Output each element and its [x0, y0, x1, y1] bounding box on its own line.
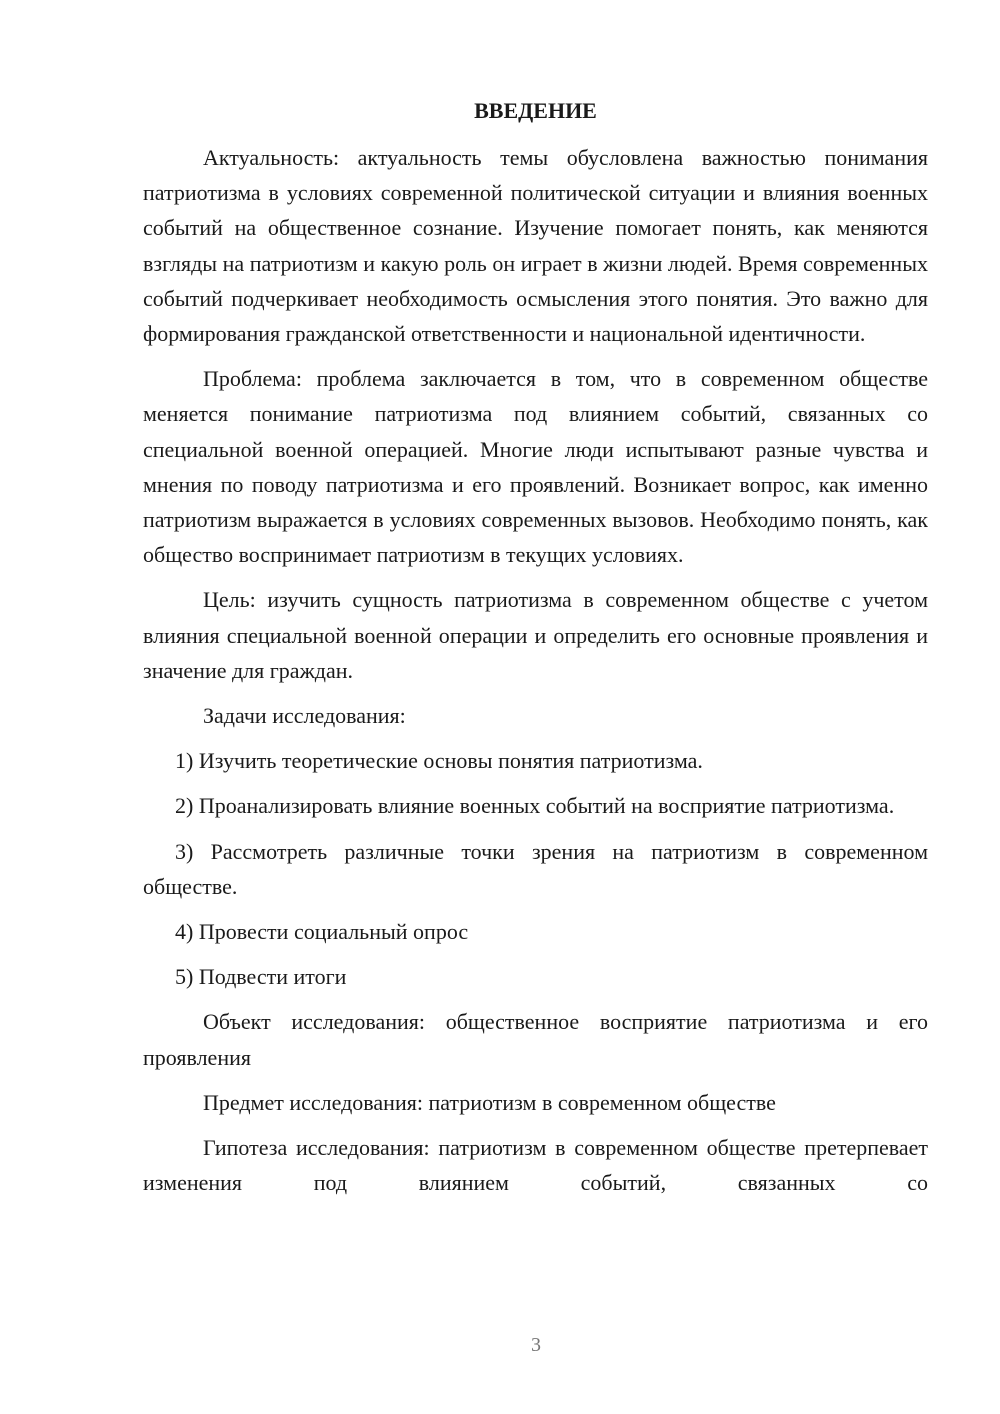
- section-title: ВВЕДЕНИЕ: [474, 98, 597, 123]
- subject-paragraph: Предмет исследования: патриотизм в современном обществе: [203, 1089, 776, 1115]
- tasks-heading: Задачи исследования:: [203, 703, 406, 729]
- task-item-5: 5) Подвести итоги: [175, 964, 347, 990]
- task-item-4: 4) Провести социальный опрос: [175, 919, 469, 945]
- page-number: 3: [531, 1334, 541, 1356]
- task-item-3: 3) Рассмотреть различные точки зрения на патриотизм в современном обществе.: [143, 838, 928, 899]
- task-item-1: 1) Изучить теоретические основы понятия патриотизма.: [175, 748, 703, 774]
- relevance-paragraph: Актуальность: актуальность темы обусловлена важностью понимания патриотизма в условиях современной политической ситуации и влияния военных событий на общественное сознание. Изучение помогает понять, как меняются взгляды на патриотизм и какую роль он играет в жизни людей. Время современных событий подчеркивает необходимость осмысления этого понятия. Это важно для формирования гражданской ответственности и национальной идентичности.: [143, 145, 928, 347]
- hypothesis-paragraph: Гипотеза исследования: патриотизм в современном обществе претерпевает изменения под влиянием событий, связанных со: [143, 1135, 928, 1196]
- object-paragraph: Объект исследования: общественное восприятие патриотизма и его проявления: [143, 1009, 928, 1070]
- goal-paragraph: Цель: изучить сущность патриотизма в современном обществе с учетом влияния специальной военной операции и определить его основные проявления и значение для граждан.: [143, 587, 928, 683]
- problem-paragraph: Проблема: проблема заключается в том, что в современном обществе меняется понимание патриотизма под влиянием событий, связанных со специальной военной операцией. Многие люди испытывают разные чувства и мнения по поводу патриотизма и его проявлений. Возникает вопрос, как именно патриотизм выражается в условиях современных вызовов. Необходимо понять, как общество воспринимает патриотизм в текущих условиях.: [143, 366, 928, 568]
- task-item-2: 2) Проанализировать влияние военных событий на восприятие патриотизма.: [175, 793, 895, 819]
- page-content: [143, 96, 928, 1200]
